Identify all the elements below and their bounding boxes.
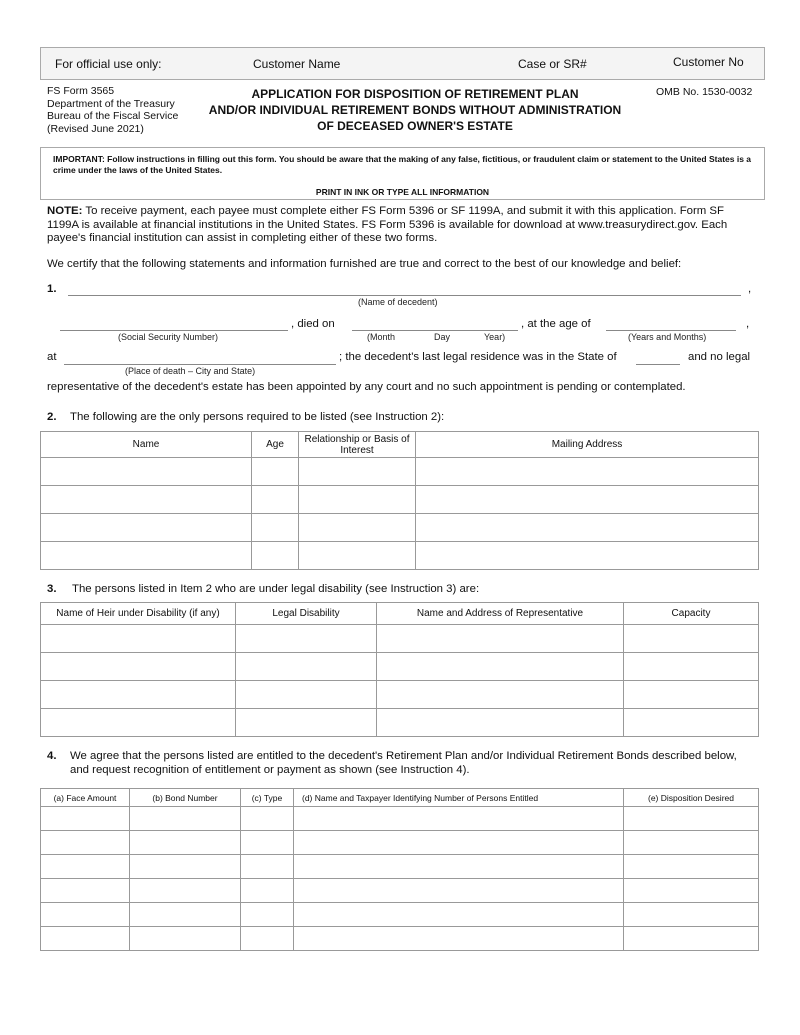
- ssn-caption: (Social Security Number): [118, 332, 219, 342]
- comma: ,: [746, 318, 750, 330]
- table-cell-input[interactable]: [41, 625, 236, 653]
- ssn-field[interactable]: [60, 330, 288, 331]
- table-cell-input[interactable]: [377, 653, 624, 681]
- residence-text: ; the decedent's last legal residence was in the State of: [339, 351, 617, 363]
- table-row: [41, 625, 759, 653]
- table-row: [41, 903, 759, 927]
- column-header: Name of Heir under Disability (if any): [41, 603, 236, 625]
- form-number: FS Form 3565: [47, 85, 115, 97]
- table-cell-input[interactable]: [252, 458, 299, 486]
- table-cell-input[interactable]: [41, 855, 130, 879]
- column-header: Mailing Address: [416, 432, 759, 458]
- item-2-text: The following are the only persons required to be listed (see Instruction 2):: [70, 411, 445, 423]
- item-3-number: 3.: [47, 583, 57, 595]
- certification-text: We certify that the following statements and information furnished are true and correct to the best of our knowledge and belief:: [47, 258, 682, 270]
- table-cell-input[interactable]: [41, 879, 130, 903]
- note-text: To receive payment, each payee must complete either FS Form 5396 or SF 1199A, and submit it with this application. Form SF 1199A is available at financial institutions in the United States. FS Form 5396 is available for download at www.treasurydirect.gov. Each payee's financial institution can assist in completing either of these two forms.: [47, 205, 728, 244]
- table-cell-input[interactable]: [241, 927, 294, 951]
- item-2-number: 2.: [47, 411, 57, 423]
- form-title: [190, 86, 640, 134]
- column-header: Legal Disability: [236, 603, 377, 625]
- table-cell-input[interactable]: [252, 542, 299, 570]
- table-row: [41, 879, 759, 903]
- table-row: [41, 807, 759, 831]
- table-cell-input[interactable]: [294, 831, 624, 855]
- table-cell-input[interactable]: [299, 514, 416, 542]
- column-header: Name: [41, 432, 252, 458]
- table-cell-input[interactable]: [41, 542, 252, 570]
- item-4-text: We agree that the persons listed are entitled to the decedent's Retirement Plan and/or Individual Retirement Bonds described below, and request recognition of entitlement or payment as shown (see Instruction 4).: [70, 750, 737, 776]
- customer-name-label: Customer Name: [253, 57, 341, 71]
- table-cell-input[interactable]: [41, 486, 252, 514]
- table-row: [41, 855, 759, 879]
- name-caption: (Name of decedent): [358, 297, 438, 307]
- column-header: Age: [252, 432, 299, 458]
- table-cell-input[interactable]: [624, 807, 759, 831]
- department: Department of the Treasury: [47, 97, 175, 110]
- form-identifier: [47, 85, 178, 135]
- table-row: [41, 681, 759, 709]
- table-cell-input[interactable]: [241, 879, 294, 903]
- note: [47, 205, 757, 246]
- age-caption: (Years and Months): [628, 332, 707, 342]
- table-cell-input[interactable]: [41, 709, 236, 737]
- case-label: Case or SR#: [518, 57, 587, 71]
- table-cell-input[interactable]: [41, 927, 130, 951]
- table-cell-input[interactable]: [130, 927, 241, 951]
- day-caption: Day: [434, 332, 451, 342]
- persons-table: [40, 431, 759, 570]
- comma: ,: [748, 283, 752, 295]
- table-cell-input[interactable]: [294, 927, 624, 951]
- table-cell-input[interactable]: [299, 458, 416, 486]
- table-cell-input[interactable]: [377, 709, 624, 737]
- place-of-death-field[interactable]: [64, 364, 336, 365]
- table-row: [41, 653, 759, 681]
- table-cell-input[interactable]: [236, 625, 377, 653]
- place-caption: (Place of death – City and State): [125, 366, 256, 376]
- table-row: [41, 709, 759, 737]
- title-line: OF DECEASED OWNER'S ESTATE: [317, 119, 513, 133]
- table-cell-input[interactable]: [624, 879, 759, 903]
- table-cell-input[interactable]: [130, 879, 241, 903]
- bonds-table: [40, 788, 759, 951]
- official-use-box: [40, 47, 765, 80]
- table-cell-input[interactable]: [294, 807, 624, 831]
- no-legal-text: and no legal: [688, 351, 751, 363]
- column-header: Capacity: [624, 603, 759, 625]
- omb-number: OMB No. 1530-0032: [656, 86, 753, 98]
- representative-text: representative of the decedent's estate has been appointed by any court and no such appointment is pending or contemplated.: [47, 381, 686, 393]
- table-row: [41, 514, 759, 542]
- column-header: (e) Disposition Desired: [624, 789, 759, 807]
- table-cell-input[interactable]: [294, 855, 624, 879]
- column-header: Name and Address of Representative: [377, 603, 624, 625]
- table-cell-input[interactable]: [624, 831, 759, 855]
- table-cell-input[interactable]: [41, 514, 252, 542]
- table-cell-input[interactable]: [130, 807, 241, 831]
- year-caption: Year): [484, 332, 506, 342]
- table-cell-input[interactable]: [624, 709, 759, 737]
- table-row: [41, 458, 759, 486]
- table-cell-input[interactable]: [294, 903, 624, 927]
- important-text: IMPORTANT: Follow instructions in filling out this form. You should be aware that the making of any false, fictitious, or fraudulent claim or statement to the United States is a crime under the laws of the United States.: [53, 154, 752, 175]
- at-age-label: , at the age of: [521, 318, 591, 330]
- month-caption: (Month: [367, 332, 396, 342]
- table-cell-input[interactable]: [299, 486, 416, 514]
- column-header: (c) Type: [241, 789, 294, 807]
- table-cell-input[interactable]: [416, 486, 759, 514]
- table-row: [41, 486, 759, 514]
- table-cell-input[interactable]: [299, 542, 416, 570]
- table-cell-input[interactable]: [416, 542, 759, 570]
- table-cell-input[interactable]: [252, 514, 299, 542]
- table-cell-input[interactable]: [236, 709, 377, 737]
- table-cell-input[interactable]: [130, 903, 241, 927]
- table-cell-input[interactable]: [624, 653, 759, 681]
- died-on-label: , died on: [291, 318, 335, 330]
- title-line: APPLICATION FOR DISPOSITION OF RETIREMENT PLAN: [251, 87, 579, 101]
- table-cell-input[interactable]: [624, 927, 759, 951]
- at-label: at: [47, 351, 57, 363]
- table-cell-input[interactable]: [377, 681, 624, 709]
- table-cell-input[interactable]: [241, 807, 294, 831]
- table-cell-input[interactable]: [416, 514, 759, 542]
- table-cell-input[interactable]: [624, 625, 759, 653]
- table-cell-input[interactable]: [377, 625, 624, 653]
- table-cell-input[interactable]: [624, 681, 759, 709]
- table-row: [41, 927, 759, 951]
- title-line: AND/OR INDIVIDUAL RETIREMENT BONDS WITHOUT ADMINISTRATION: [208, 103, 622, 117]
- revision-date: (Revised June 2021): [47, 122, 144, 135]
- table-cell-input[interactable]: [236, 653, 377, 681]
- table-cell-input[interactable]: [41, 903, 130, 927]
- table-cell-input[interactable]: [236, 681, 377, 709]
- print-notice: PRINT IN INK OR TYPE ALL INFORMATION: [315, 187, 490, 197]
- table-cell-input[interactable]: [241, 855, 294, 879]
- disability-table: [40, 602, 759, 737]
- table-cell-input[interactable]: [241, 831, 294, 855]
- table-cell-input[interactable]: [130, 855, 241, 879]
- important-notice: [40, 147, 765, 200]
- age-field[interactable]: [606, 330, 736, 331]
- note-label: NOTE:: [47, 205, 83, 217]
- customer-no-label: Customer No: [673, 55, 744, 69]
- table-cell-input[interactable]: [624, 903, 759, 927]
- table-row: [41, 542, 759, 570]
- table-cell-input[interactable]: [252, 486, 299, 514]
- table-cell-input[interactable]: [41, 681, 236, 709]
- column-header: Relationship or Basis of Interest: [299, 432, 416, 458]
- table-cell-input[interactable]: [41, 653, 236, 681]
- column-header: (b) Bond Number: [130, 789, 241, 807]
- table-cell-input[interactable]: [624, 855, 759, 879]
- date-of-death-field[interactable]: [352, 330, 518, 331]
- item-1-number: 1.: [47, 283, 57, 295]
- state-field[interactable]: [636, 364, 680, 365]
- table-cell-input[interactable]: [41, 831, 130, 855]
- column-header: (a) Face Amount: [41, 789, 130, 807]
- table-cell-input[interactable]: [416, 458, 759, 486]
- decedent-name-field[interactable]: [68, 295, 741, 296]
- table-row: [41, 831, 759, 855]
- column-header: (d) Name and Taxpayer Identifying Number of Persons Entitled: [294, 789, 624, 807]
- table-cell-input[interactable]: [294, 879, 624, 903]
- table-cell-input[interactable]: [41, 807, 130, 831]
- table-cell-input[interactable]: [130, 831, 241, 855]
- official-use-label: For official use only:: [55, 57, 162, 71]
- item-3-text: The persons listed in Item 2 who are under legal disability (see Instruction 3) are:: [72, 583, 480, 595]
- table-cell-input[interactable]: [41, 458, 252, 486]
- table-cell-input[interactable]: [241, 903, 294, 927]
- bureau: Bureau of the Fiscal Service: [47, 110, 179, 122]
- item-4-number: 4.: [47, 750, 57, 762]
